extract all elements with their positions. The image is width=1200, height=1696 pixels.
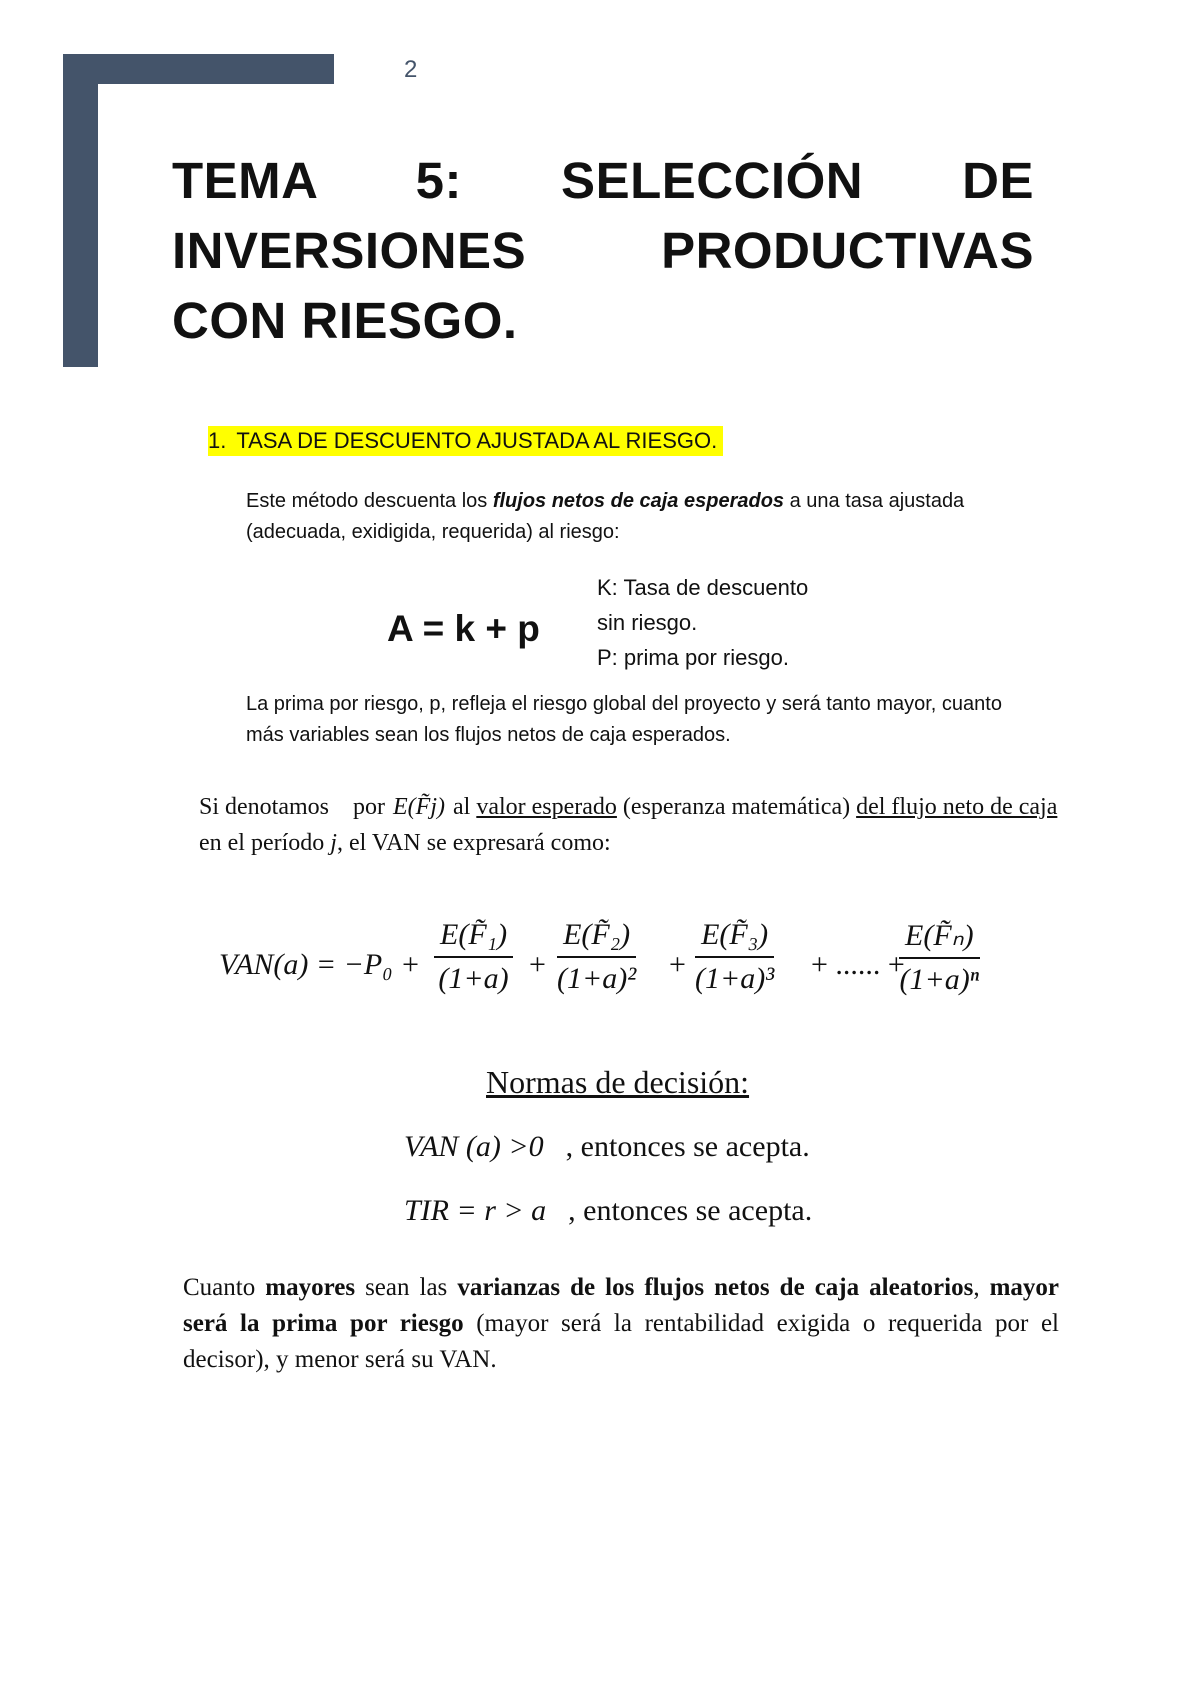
underlined-term: del flujo neto de caja — [856, 794, 1058, 820]
section-number: 1. — [208, 428, 227, 453]
para-text: (esperanza matemática) — [616, 794, 857, 820]
decision-rule-tir — [404, 1194, 812, 1228]
term-denominator: (1+a) — [438, 962, 509, 995]
rule-expression: VAN (a) >0 — [404, 1130, 544, 1163]
plus-sign: + — [669, 948, 686, 981]
intro-paragraph — [246, 486, 1036, 548]
conclusion-paragraph — [183, 1270, 1059, 1378]
para-text: , el VAN se expresará como: — [336, 830, 611, 856]
van-formula-lhs: VAN(a) = −P₀ + — [219, 948, 421, 981]
term-denominator: (1+a)² — [557, 962, 637, 995]
intro-emphasis: flujos netos de caja esperados — [492, 490, 785, 512]
intro-text-end: a una tasa ajustada (adecuada, exidigida, requerida) al riesgo: — [246, 490, 965, 543]
van-term-2 — [557, 918, 636, 996]
expected-value-paragraph — [199, 789, 1069, 861]
term-denominator: (1+a)ⁿ — [899, 963, 980, 996]
header-frame-bar-left — [63, 54, 98, 367]
page-number: 2 — [404, 56, 418, 83]
intro-text: Este método descuenta los — [246, 490, 493, 512]
formula-definitions — [597, 570, 808, 675]
definition-line: K: Tasa de descuento — [597, 575, 809, 600]
rule-expression: TIR = r > a — [404, 1194, 547, 1227]
para-text: Si denotamos por — [199, 794, 385, 820]
plus-sign: + — [529, 948, 546, 981]
bold-term: varianzas de los flujos netos de caja aleatorios — [457, 1274, 974, 1301]
underlined-term: valor esperado — [476, 794, 617, 820]
section-title: TASA DE DESCUENTO AJUSTADA AL RIESGO. — [236, 428, 718, 453]
term-denominator: (1+a)³ — [695, 962, 775, 995]
period-symbol: j — [330, 830, 337, 856]
definition-line: P: prima por riesgo. — [597, 645, 789, 670]
definition-line: sin riesgo. — [597, 610, 698, 635]
van-term-3 — [695, 918, 774, 996]
section-heading — [208, 426, 723, 456]
para-text: en el período — [199, 830, 331, 856]
expected-flow-symbol: E(F̃j) — [393, 794, 445, 820]
van-term-n — [899, 918, 980, 997]
term-numerator: E(F̃₃) — [695, 918, 774, 958]
bold-term: mayor será la prima por riesgo — [183, 1274, 1060, 1337]
para-text: (mayor será la rentabilidad exigida o requerida por el decisor), y menor será su VAN. — [183, 1310, 1059, 1373]
term-numerator: E(F̃₂) — [557, 918, 636, 958]
van-term-1 — [434, 918, 513, 996]
document-title: TEMA 5: SELECCIÓN DE INVERSIONES PRODUCTIVAS CON RIESGO. — [172, 152, 1034, 349]
term-numerator: E(F̃ₙ) — [899, 918, 980, 959]
van-formula — [219, 918, 1119, 1018]
para-text: al — [452, 794, 477, 820]
rule-text: , entonces se acepta. — [565, 1130, 810, 1163]
rule-text: , entonces se acepta. — [568, 1194, 813, 1227]
para-text: , — [973, 1274, 990, 1301]
para-text: sean las — [355, 1274, 458, 1301]
decision-rule-van — [404, 1130, 810, 1164]
risk-premium-paragraph: La prima por riesgo, p, refleja el riesgo global del proyecto y será tanto mayor, cuanto más variables sean los flujos netos de caja esperados. — [246, 693, 1002, 746]
decision-rules-title: Normas de decisión: — [486, 1064, 750, 1100]
header-frame-bar-top — [63, 54, 334, 84]
discount-rate-formula: A = k + p — [387, 608, 540, 649]
term-numerator: E(F̃₁) — [434, 918, 513, 958]
ellipsis-sign: + ...... + — [811, 948, 905, 981]
para-text: Cuanto — [183, 1274, 266, 1301]
bold-term: mayores — [265, 1274, 356, 1301]
